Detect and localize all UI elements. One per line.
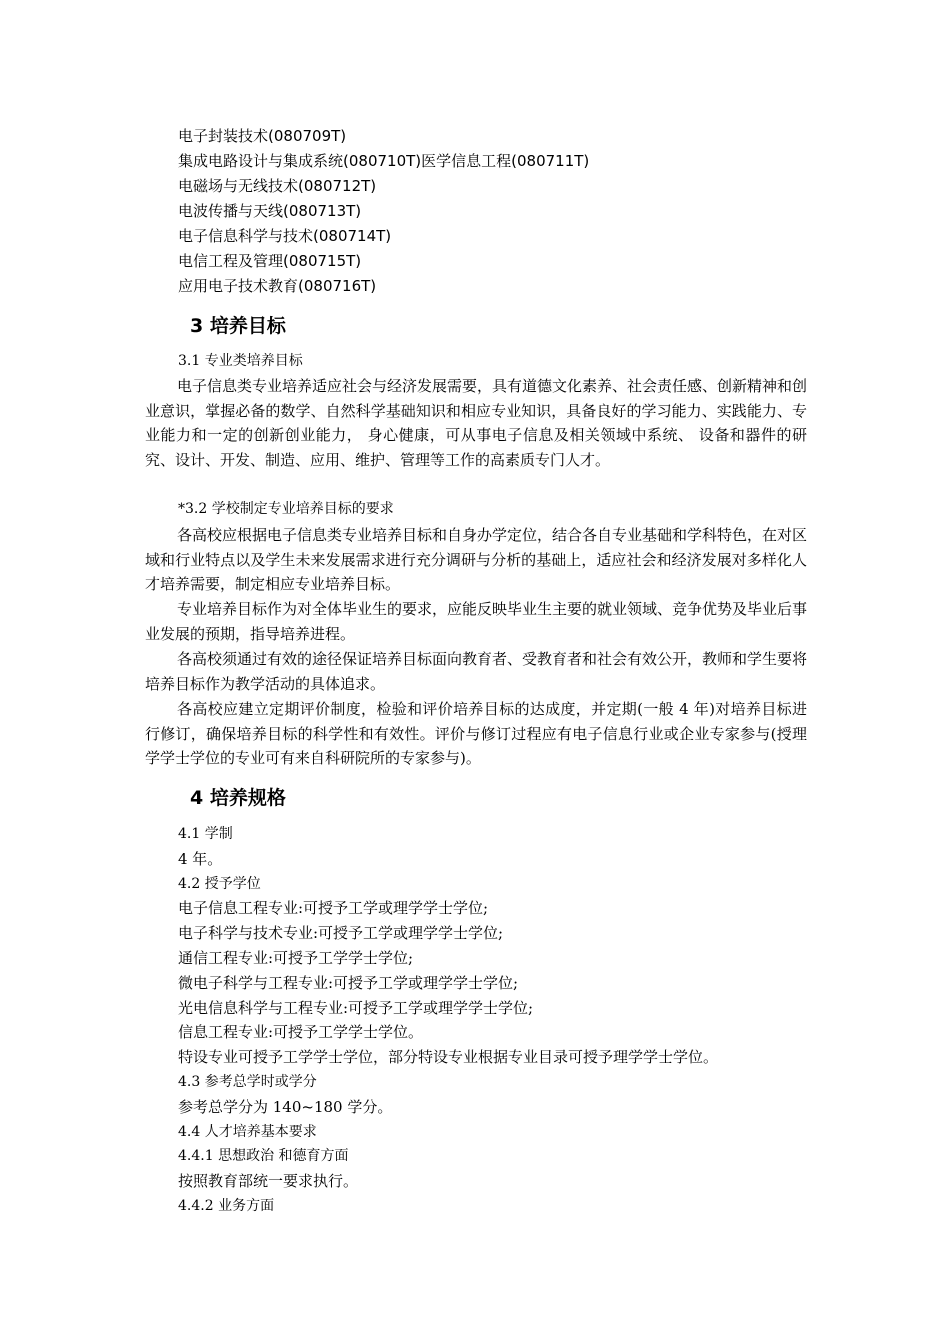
major-line: 电磁场与无线技术(080712T) (178, 177, 377, 195)
paragraph-3-1: 电子信息类专业培养适应社会与经济发展需要，具有道德文化素养、社会责任感、创新精神和创业意识，掌握必备的数学、自然科学基础知识和相应专业知识，具备良好的学习能力、实践能力、专业能力和一定的创新创业能力， 身心健康，可从事电子信息及相关领域中系统、 设备和器件的研究、设计、开发、制造、应用、维护、管理等工作的高素质专门人才。 (145, 377, 808, 469)
paragraph-3-2-d: 各高校应建立定期评价制度，检验和评价培养目标的达成度，并定期(一般 4 年)对培养目标进行修订，确保培养目标的科学性和有效性。评价与修订过程应有电子信息行业或企业专家参与(授理学学士学位的专业可有来自科研院所的专家参与)。 (145, 700, 807, 768)
subsection-3-1-title: 3.1 专业类培养目标 (178, 353, 303, 369)
section-3-heading: 3 培养目标 (190, 315, 286, 337)
paragraph-3-2-a: 各高校应根据电子信息类专业培养目标和自身办学定位，结合各自专业基础和学科特色，在对区域和行业特点以及学生未来发展需求进行充分调研与分析的基础上，适应社会和经济发展对多样化人才培养需要，制定相应专业培养目标。 (145, 526, 808, 594)
body-line: 4 年。 (178, 850, 223, 868)
subsection-3-2-title: *3.2 学校制定专业培养目标的要求 (178, 501, 394, 517)
body-line: 电子科学与技术专业:可授予工学或理学学士学位; (178, 924, 504, 942)
body-line: 电子信息工程专业:可授予工学或理学学士学位; (178, 899, 489, 917)
body-line: 光电信息科学与工程专业:可授予工学或理学学士学位; (178, 999, 534, 1017)
major-line: 电子封装技术(080709T) (178, 127, 347, 145)
subsection-title: 4.4.2 业务方面 (178, 1198, 275, 1214)
subsection-title: 4.2 授予学位 (178, 876, 261, 892)
major-line: 电信工程及管理(080715T) (178, 252, 362, 270)
major-line: 集成电路设计与集成系统(080710T)医学信息工程(080711T) (178, 152, 590, 170)
body-line: 特设专业可授予工学学士学位，部分特设专业根据专业目录可授予理学学士学位。 (178, 1048, 719, 1066)
body-line: 按照教育部统一要求执行。 (178, 1172, 359, 1190)
body-line: 微电子科学与工程专业:可授予工学或理学学士学位; (178, 974, 519, 992)
paragraph-3-2-c: 各高校须通过有效的途径保证培养目标面向教育者、受教育者和社会有效公开，教师和学生要将培养目标作为教学活动的具体追求。 (145, 650, 808, 693)
major-line: 电子信息科学与技术(080714T) (178, 227, 392, 245)
body-line: 信息工程专业:可授予工学学士学位。 (178, 1023, 424, 1041)
body-line: 参考总学分为 140~180 学分。 (178, 1098, 393, 1116)
subsection-title: 4.3 参考总学时或学分 (178, 1074, 317, 1090)
major-line: 电波传播与天线(080713T) (178, 202, 362, 220)
body-line: 通信工程专业:可授予工学学士学位; (178, 949, 414, 967)
paragraph-3-2-b: 专业培养目标作为对全体毕业生的要求，应能反映毕业生主要的就业领域、竞争优势及毕业后事业发展的预期，指导培养进程。 (145, 600, 808, 643)
major-line: 应用电子技术教育(080716T) (178, 277, 377, 295)
subsection-title: 4.1 学制 (178, 826, 233, 842)
subsection-title: 4.4.1 思想政治 和德育方面 (178, 1148, 349, 1164)
section-4-heading: 4 培养规格 (190, 787, 286, 809)
subsection-title: 4.4 人才培养基本要求 (178, 1124, 317, 1140)
